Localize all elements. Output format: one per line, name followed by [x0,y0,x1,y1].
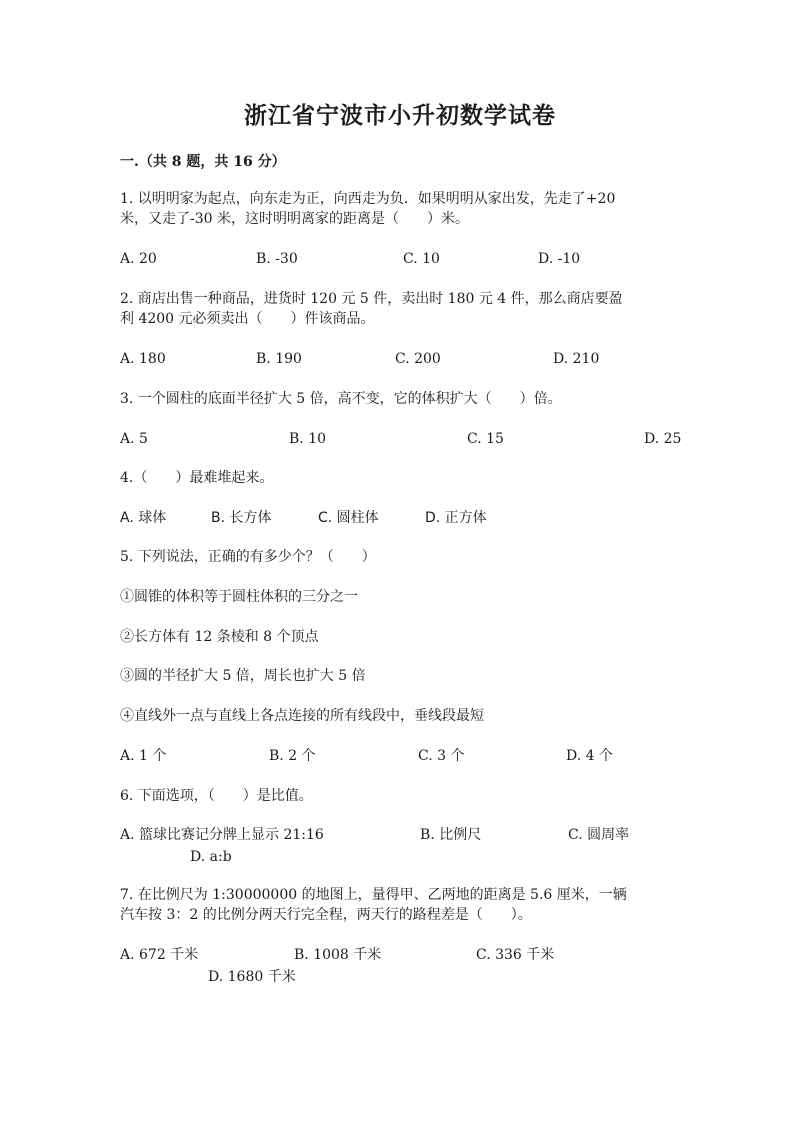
question-3-option-d: D. 25 [644,431,682,447]
question-4-line-1: 4.（ ）最难堆起来。 [120,470,274,486]
question-1-option-a: A. 20 [120,251,157,267]
question-2-option-c: C. 200 [395,351,441,367]
question-4-option-d: D. 正方体 [425,510,487,526]
question-4-option-c: C. 圆柱体 [318,510,379,526]
question-5-statement-4: ④直线外一点与直线上各点连接的所有线段中，垂线段最短 [120,708,484,724]
question-1-option-c: C. 10 [403,251,440,267]
question-7-option-d: D. 1680 千米 [208,969,296,985]
question-6-option-c: C. 圆周率 [568,827,630,843]
question-2-line-1: 2. 商店出售一种商品，进货时 120 元 5 件，卖出时 180 元 4 件，那么商店要盈 [120,291,623,307]
question-5-statement-3: ③圆的半径扩大 5 倍，周长也扩大 5 倍 [120,668,366,684]
question-1-line-2: 米，又走了-30 米，这时明明离家的距离是（ ）米。 [120,211,469,227]
question-2-line-2: 利 4200 元必须卖出（ ）件该商品。 [120,311,375,327]
question-3-option-b: B. 10 [289,431,327,447]
question-3-option-c: C. 15 [467,431,504,447]
question-5-line-1: 5. 下列说法，正确的有多少个？（ ） [120,549,376,565]
question-2-option-b: B. 190 [256,351,302,367]
question-2-option-d: D. 210 [553,351,600,367]
question-5-option-b: B. 2 个 [269,748,316,764]
question-1-option-b: B. -30 [256,251,298,267]
question-7-option-c: C. 336 千米 [476,947,555,963]
question-3-line-1: 3. 一个圆柱的底面半径扩大 5 倍，高不变，它的体积扩大（ ）倍。 [120,391,562,407]
question-6-option-a: A. 篮球比赛记分牌上显示 21:16 [120,827,324,843]
question-6-line-1: 6. 下面选项，（ ）是比值。 [120,788,313,804]
question-6-option-d: D. a:b [190,849,232,865]
question-5-statement-2: ②长方体有 12 条棱和 8 个顶点 [120,629,319,645]
question-5-option-c: C. 3 个 [418,748,465,764]
question-7-option-b: B. 1008 千米 [294,947,382,963]
question-1-option-d: D. -10 [538,251,581,267]
question-3-option-a: A. 5 [120,431,148,447]
page-title: 浙江省宁波市小升初数学试卷 [244,102,556,129]
question-4-option-b: B. 长方体 [211,510,272,526]
question-5-option-a: A. 1 个 [120,748,167,764]
question-2-option-a: A. 180 [120,351,166,367]
question-4-option-a: A. 球体 [120,510,167,526]
section-header: 一.（共 8 题，共 16 分） [120,154,286,170]
question-7-option-a: A. 672 千米 [120,947,199,963]
question-5-option-d: D. 4 个 [566,748,613,764]
question-5-statement-1: ①圆锥的体积等于圆柱体积的三分之一 [120,589,358,605]
question-1-line-1: 1. 以明明家为起点，向东走为正，向西走为负．如果明明从家出发，先走了+20 [120,191,616,207]
question-7-line-1: 7. 在比例尺为 1:30000000 的地图上，量得甲、乙两地的距离是 5.6 厘米，一辆 [120,887,627,903]
question-6-option-b: B. 比例尺 [420,827,482,843]
question-7-line-2: 汽车按 3：2 的比例分两天行完全程，两天行的路程差是（ ）。 [120,907,532,923]
